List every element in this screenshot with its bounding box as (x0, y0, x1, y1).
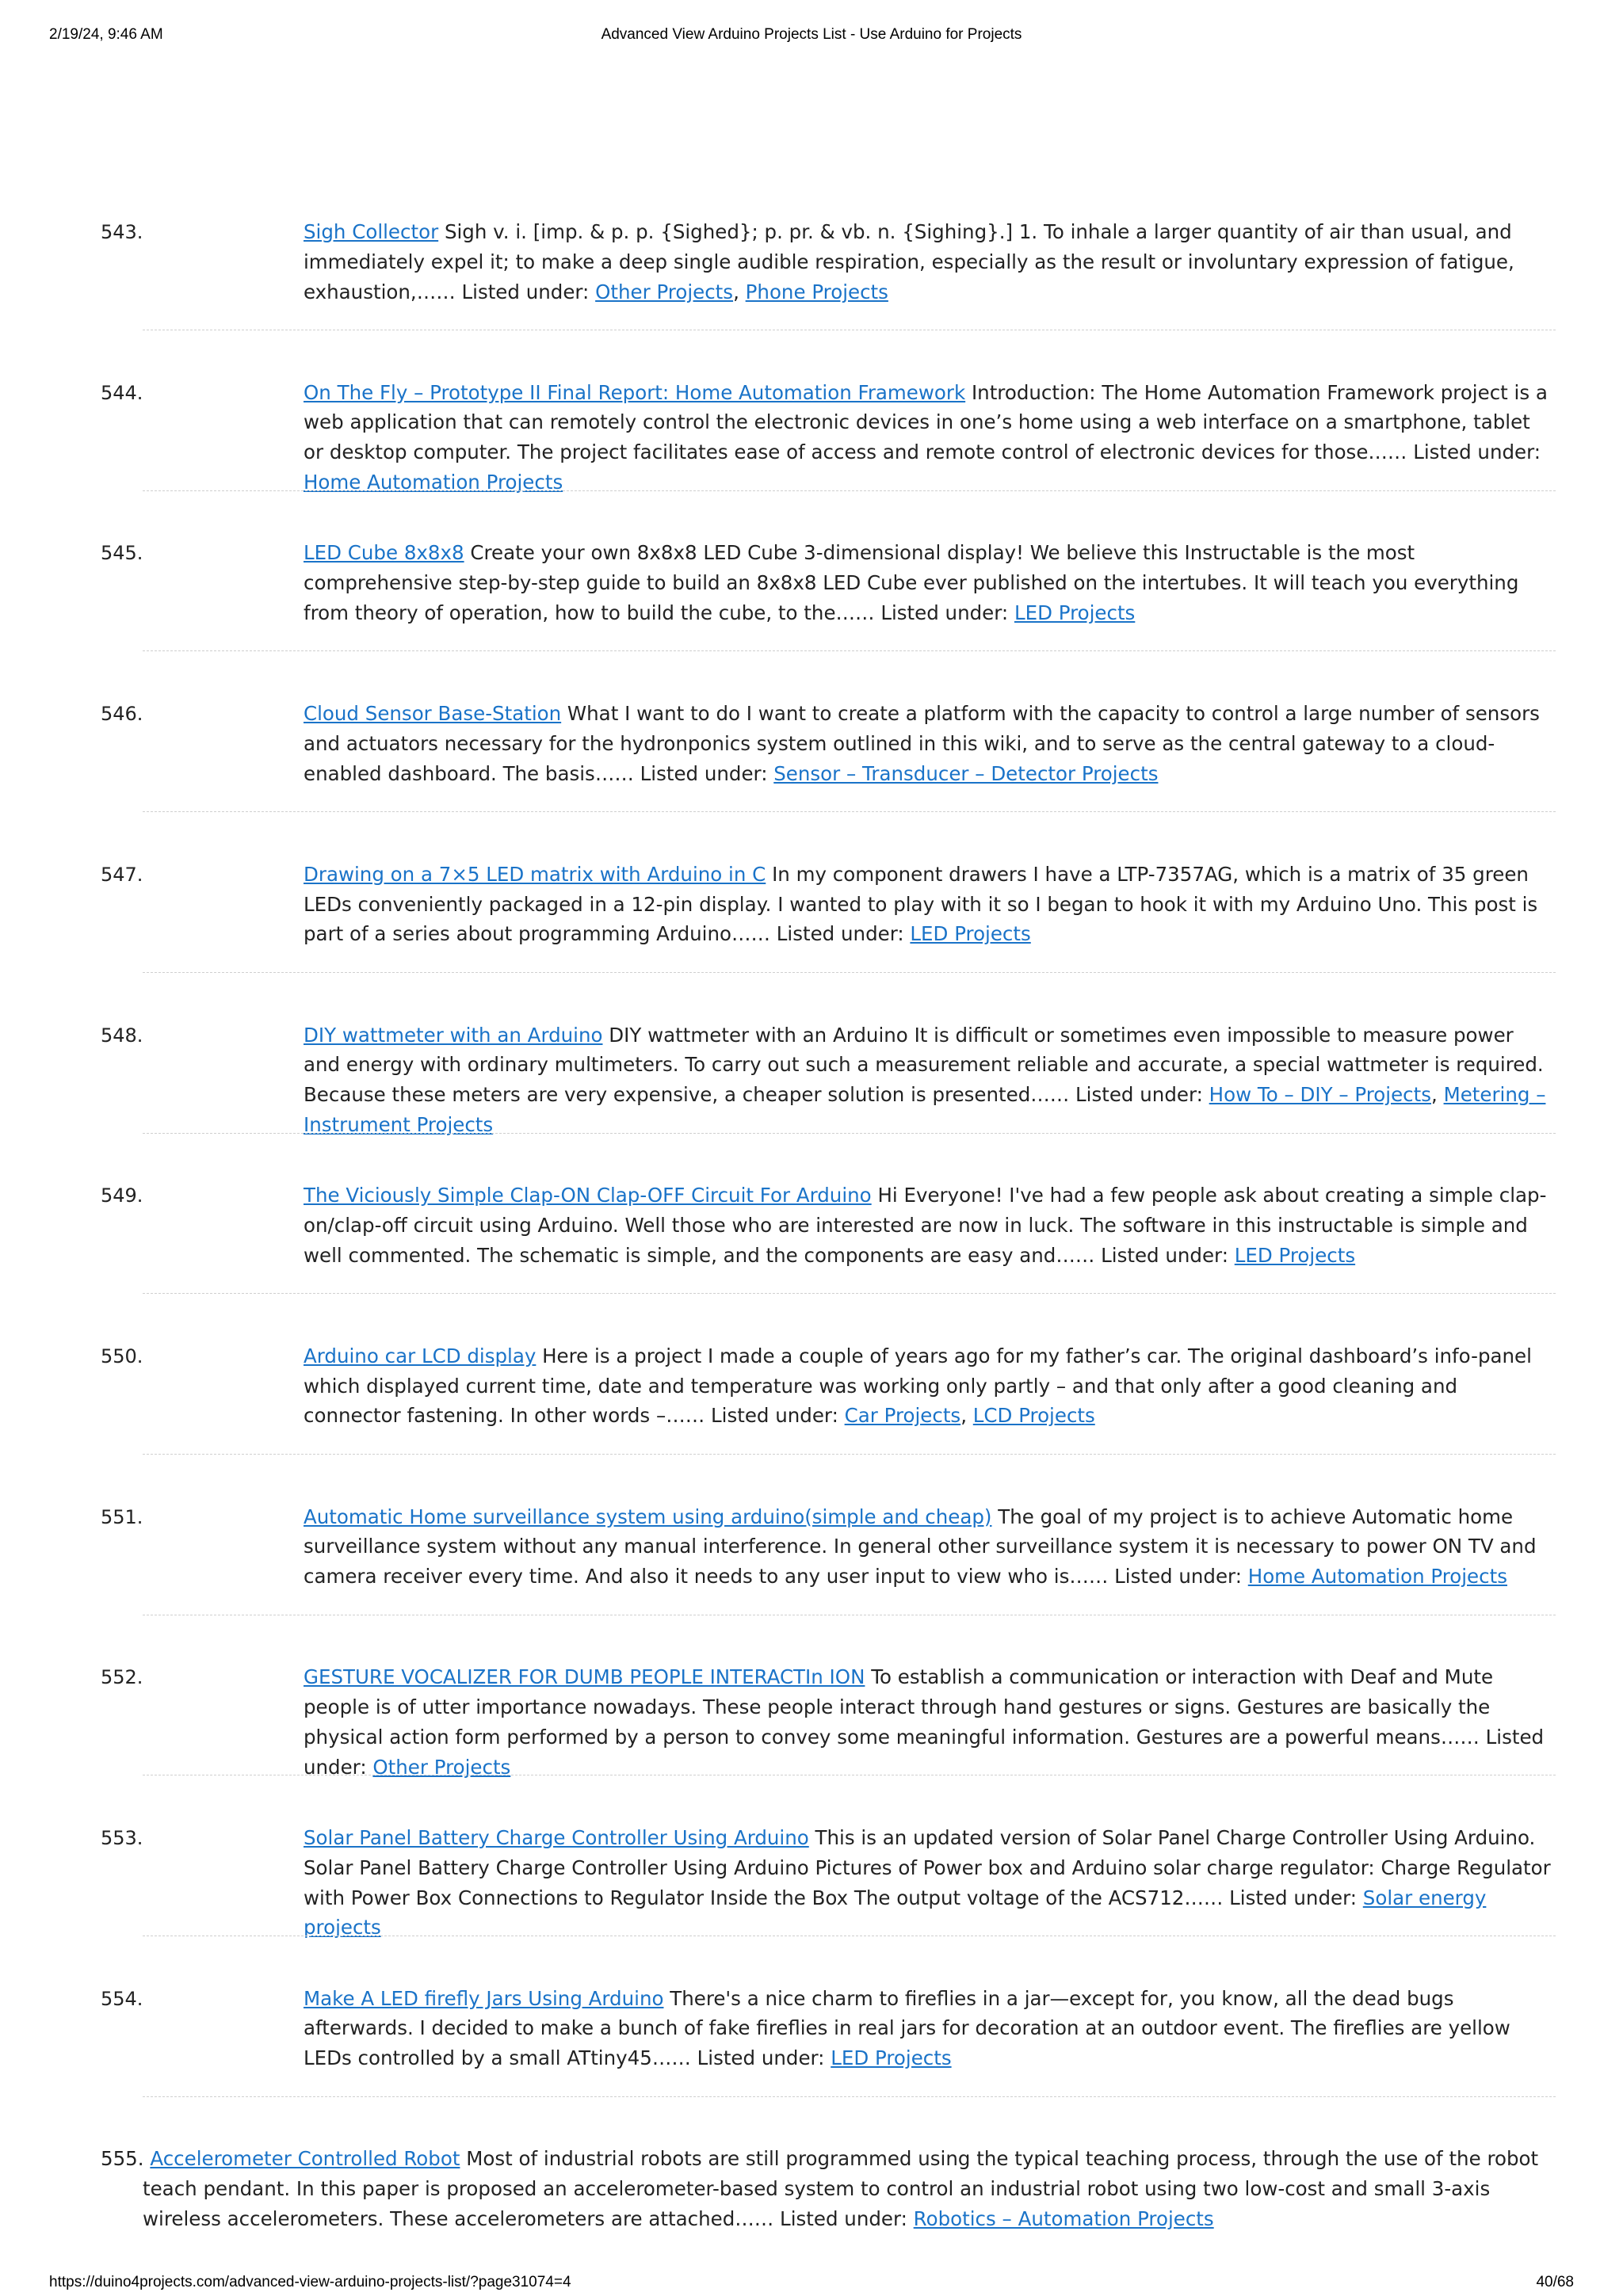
item-body: DIY wattmeter with an Arduino DIY wattmeter with an Arduino It is difficult or sometimes even impossible to measure power and energy with ordinary multimeters. To carry out such a measurement reliable and accurate, a special wattmeter is required. Because these meters are very expensive, a cheaper solution is presented…… Listed under: How To – DIY – Projects, Metering – Instrument Projects (304, 1023, 1546, 1136)
project-title-link[interactable]: Sigh Collector (304, 220, 439, 243)
item-number: 546. (101, 703, 143, 726)
listed-under-label: Listed under: (711, 1404, 838, 1428)
category-link[interactable]: How To – DIY – Projects (1209, 1083, 1431, 1107)
item-number: 553. (101, 1827, 143, 1849)
category-link[interactable]: Solar energy projects (304, 1886, 1487, 1939)
print-footer (0, 2274, 1623, 2293)
listed-under-label: Listed under: (697, 2046, 825, 2070)
category-link[interactable]: Robotics – Automation Projects (913, 2206, 1214, 2230)
project-title-link[interactable]: Automatic Home surveillance system using arduino(simple and cheap) (304, 1505, 992, 1528)
project-title-link[interactable]: On The Fly – Prototype II Final Report: Home Automation Framework (304, 380, 966, 404)
print-datetime: 2/19/24, 9:46 AM (49, 26, 163, 43)
print-page-title: Advanced View Arduino Projects List - Use Arduino for Projects (601, 26, 1022, 43)
category-link[interactable]: LED Projects (1234, 1243, 1356, 1267)
item-number: 551. (101, 1505, 143, 1528)
project-title-link[interactable]: The Viciously Simple Clap-ON Clap-OFF Circuit For Arduino (304, 1184, 872, 1207)
item-separator (143, 1454, 1556, 1455)
item-body (304, 378, 1556, 498)
project-title-link[interactable]: GESTURE VOCALIZER FOR DUMB PEOPLE INTERACTIn ION (304, 1665, 865, 1689)
item-body (101, 2144, 1556, 2233)
item-body: Sigh Collector Sigh v. i. [imp. & p. p. {Sighed}; p. pr. & vb. n. {Sighing}.] 1. To inhale a larger quantity of air than usual, and immediately expel it; to make a deep single audible respiration, especially as the result or involuntary expression of fatigue, exhaustion,…… Listed under: Other Projects, Phone Projects (304, 220, 1514, 303)
item-separator (143, 1293, 1556, 1294)
item-number: 544. (101, 381, 143, 404)
item-number: 550. (101, 1344, 143, 1367)
item-number: 552. (101, 1666, 143, 1689)
item-number: 548. (101, 1024, 143, 1047)
listed-under-label: Listed under: (1413, 441, 1541, 464)
category-link[interactable]: Sensor – Transducer – Detector Projects (773, 761, 1159, 785)
project-description: DIY wattmeter with an Arduino It is difficult or sometimes even impossible to measure power and energy with ordinary multimeters. To carry out such a measurement reliable and accurate, a special wattmeter is required. Because these meters are very expensive, a cheaper solution is presented…… (304, 1023, 1544, 1107)
item-separator (143, 650, 1556, 651)
project-description: Hi Everyone! I've had a few people ask about creating a simple clap-on/clap-off circuit using Arduino. Well those who are interested are now in luck. The software in this instructable is simple and well commented. The schematic is simple, and the components are easy and…… (304, 1184, 1547, 1267)
item-number-inline: 555. (101, 2147, 144, 2171)
item-number: 549. (101, 1184, 143, 1207)
category-link[interactable]: LCD Projects (972, 1404, 1095, 1428)
item-body (304, 1823, 1556, 1943)
item-body (304, 1180, 1556, 1270)
item-separator (143, 972, 1556, 973)
item-body (304, 699, 1556, 788)
page-number: 40/68 (1536, 2274, 1574, 2290)
item-separator (143, 1133, 1556, 1134)
listed-under-label: Listed under: (1114, 1565, 1242, 1589)
item-number: 543. (101, 221, 143, 243)
print-url: https://duino4projects.com/advanced-view-arduino-projects-list/?page31074=4 (49, 2274, 571, 2290)
project-title-link[interactable]: DIY wattmeter with an Arduino (304, 1023, 603, 1047)
project-description: This is an updated version of Solar Panel Charge Controller Using Arduino. Solar Panel Battery Charge Controller Using Arduino Pictures of Power box and Arduino solar charge regulator: Charge Regulator with Power Box Connections to Regulator Inside the Box The output voltage of the ACS712…… (304, 1826, 1551, 1909)
item-separator (143, 2096, 1556, 2097)
listed-under-label: Listed under: (1101, 1243, 1228, 1267)
project-description: Create your own 8x8x8 LED Cube 3-dimensional display! We believe this Instructable is the most comprehensive step-by-step guide to build an 8x8x8 LED Cube ever published on the intertubes. It will teach you everything from theory of operation, how to build the cube, to the…… (304, 541, 1519, 624)
listed-under-label: Listed under: (640, 761, 768, 785)
print-header (0, 26, 1623, 50)
project-description: There's a nice charm to fireflies in a jar—except for, you know, all the dead bugs afterwards. I decided to make a bunch of fake fireflies in real jars for decoration at an outdoor event. The fireflies are yellow LEDs controlled by a small ATtiny45…… (304, 1986, 1510, 2070)
item-number: 547. (101, 863, 143, 886)
category-link[interactable]: Phone Projects (745, 280, 888, 303)
category-link[interactable]: Home Automation Projects (304, 471, 563, 494)
item-separator (143, 811, 1556, 812)
project-description: What I want to do I want to create a platform with the capacity to control a large number of sensors and actuators necessary for the hydronponics system outlined in this wiki, and to serve as the central gateway to a cloud-enabled dashboard. The basis…… (304, 702, 1540, 785)
category-link[interactable]: LED Projects (1014, 601, 1136, 624)
project-title-link[interactable]: Drawing on a 7×5 LED matrix with Arduino in C (304, 862, 766, 886)
item-number: 554. (101, 1987, 143, 2010)
category-link[interactable]: Other Projects (595, 280, 734, 303)
category-link[interactable]: Other Projects (372, 1755, 511, 1779)
category-link[interactable]: Car Projects (844, 1404, 961, 1428)
listed-under-label: Listed under: (780, 2206, 907, 2230)
listed-under-label: Listed under: (1075, 1083, 1203, 1107)
project-description: To establish a communication or interaction with Deaf and Mute people is of utter importance nowadays. These people interact through hand gestures or signs. Gestures are basically the physical action form performed by a person to convey some meaningful information. Gestures are a powerful means…… (304, 1665, 1494, 1749)
project-description: In my component drawers I have a LTP-7357AG, which is a matrix of 35 green LEDs conveniently packaged in a 12-pin display. I wanted to play with it so I began to hook it with my Arduino Uno. This post is part of a series about programming Arduino…… (304, 862, 1538, 946)
project-title-link[interactable]: Arduino car LCD display (304, 1344, 537, 1367)
item-separator (143, 490, 1556, 491)
category-link[interactable]: LED Projects (831, 2046, 952, 2070)
item-body (304, 1662, 1556, 1782)
item-body (304, 1984, 1556, 2073)
project-title-link[interactable]: Solar Panel Battery Charge Controller Using Arduino (304, 1826, 809, 1849)
project-description: Most of industrial robots are still programmed using the typical teaching process, through the use of the robot teach pendant. In this paper is proposed an accelerometer-based system to control an industrial robot using two low-cost and small 3-axis wireless accelerometers. These accelerometers are attached…… (143, 2147, 1539, 2230)
project-description: Sigh v. i. [imp. & p. p. {Sighed}; p. pr. & vb. n. {Sighing}.] 1. To inhale a larger quantity of air than usual, and immediately expel it; to make a deep single audible respiration, especially as the result or involuntary expression of fatigue, exhaustion,…… (304, 220, 1514, 303)
listed-under-label: Listed under: (461, 280, 590, 303)
project-description: Here is a project I made a couple of years ago for my father’s car. The original dashboard’s info-panel which displayed current time, date and temperature was working only partly – and that only after a good cleaning and connector fastening. In other words –…… (304, 1344, 1532, 1428)
project-title-link[interactable]: Make A LED firefly Jars Using Arduino (304, 1986, 664, 2010)
item-body (304, 1502, 1556, 1592)
category-link[interactable]: LED Projects (910, 922, 1031, 946)
project-description: Introduction: The Home Automation Framework project is a web application that can remotely control the electronic devices in one’s home using a web interface on a smartphone, tablet or desktop computer. The project facilitates ease of access and remote control of electronic devices for those…… (304, 380, 1548, 464)
listed-under-label: Listed under: (304, 1725, 1545, 1779)
listed-under-label: Listed under: (776, 922, 904, 946)
project-description: The goal of my project is to achieve Automatic home surveillance system without any manual interference. In general other surveillance system it is necessary to power ON TV and camera receiver every time. And also it needs to any user input to view who is…… (304, 1505, 1537, 1589)
category-link[interactable]: Metering – Instrument Projects (304, 1083, 1546, 1136)
project-title-link[interactable]: Accelerometer Controlled Robot (150, 2147, 460, 2171)
item-body (304, 538, 1556, 627)
item-body (304, 860, 1556, 949)
project-title-link[interactable]: Cloud Sensor Base-Station (304, 702, 562, 726)
listed-under-label: Listed under: (1229, 1886, 1357, 1909)
item-number: 545. (101, 542, 143, 565)
listed-under-label: Listed under: (880, 601, 1009, 624)
project-title-link[interactable]: LED Cube 8x8x8 (304, 541, 464, 565)
item-body: Arduino car LCD display Here is a project I made a couple of years ago for my father’s car. The original dashboard’s info-panel which displayed current time, date and temperature was working only partly – and that only after a good cleaning and connector fastening. In other words –…… Listed under: Car Projects, LCD Projects (304, 1344, 1532, 1428)
category-link[interactable]: Home Automation Projects (1247, 1565, 1507, 1589)
